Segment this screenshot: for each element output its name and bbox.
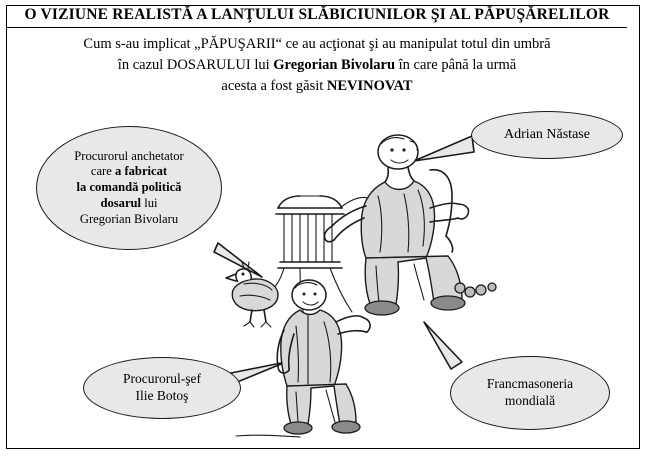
bubble-nastase[interactable] [471,111,623,159]
bubble-masonry-line2: mondială [504,393,556,408]
bubble-prosecutor-line2: care [90,164,115,179]
subtitle-3-prefix: acesta a fost găsit [221,78,327,94]
subtitle-3-bold: NEVINOVAT [326,78,413,94]
bubble-nastase-label: Adrian Năstase [504,127,590,143]
bubble-botos-line1: Procurorul-şef [123,371,201,387]
bubble-prosecutor[interactable] [36,126,222,250]
bubble-botos-text [117,371,207,405]
bubble-prosecutor-line3: la comandă politică [76,180,182,195]
subtitle-line-3 [7,78,627,95]
bubble-masonry-text [481,376,579,410]
bubble-prosecutor-line2-bold: a fabricat [115,164,168,179]
bubble-masonry-line1: Francmasoneria [486,376,574,392]
bubble-masonry[interactable] [450,356,610,430]
subtitle-2-prefix: în cazul DOSARULUI lui [117,57,274,73]
bubble-prosecutor-line1: Procurorul anchetator [74,148,184,163]
bubble-prosecutor-line4: dosarul [100,195,142,210]
subtitle-line-2 [7,57,627,74]
bubble-prosecutor-line5: Gregorian Bivolaru [79,211,179,226]
subtitle-line-1: Cum s-au implicat „PĂPUŞARII“ ce au acţionat şi au manipulat totul din umbră [83,36,551,52]
subtitle-2-bold: Gregorian Bivolaru [273,57,396,73]
bubble-botos[interactable] [83,357,241,419]
bubble-prosecutor-line4-rest: lui [141,195,158,210]
bubble-prosecutor-text [68,149,189,228]
page-title: O VIZIUNE REALISTĂ A LANŢULUI SLĂBICIUNILOR ŞI AL PĂPUŞĂRELILOR [24,6,610,23]
subtitle-2-suffix: în care până la urmă [395,57,517,73]
title-divider [7,27,627,28]
bubble-botos-line2: Ilie Botoş [135,388,189,403]
